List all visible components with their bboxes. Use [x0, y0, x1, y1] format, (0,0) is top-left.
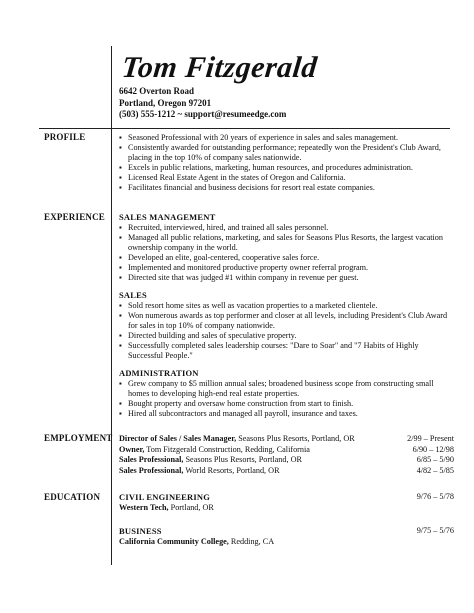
school: Western Tech, — [119, 502, 169, 512]
address-line-1: 6642 Overton Road — [119, 86, 194, 96]
list-item: ▪ Facilitates financial and business decisions for resort real estate companies. — [119, 183, 454, 193]
list-item: ▪ Consistently awarded for outstanding performance; repeatedly won the President's Club Award, placing in the top 10% of company sales nationwide. — [119, 143, 454, 163]
list-item: ▪ Successfully completed sales leadership courses: "Dare to Soar" and "7 Habits of Highly Successful People." — [119, 341, 454, 361]
applicant-name: Tom Fitzgerald — [120, 51, 319, 84]
degree: BUSINESS — [119, 526, 162, 536]
education-degree-row — [119, 526, 454, 537]
employment-row — [119, 434, 454, 445]
contact-block — [119, 86, 286, 121]
employment-row — [119, 466, 454, 477]
employment-row — [119, 445, 454, 456]
subsection-title: SALES — [119, 290, 147, 300]
list-item: ▪ Bought property and oversaw home construction from start to finish. — [119, 399, 454, 409]
job-org: World Resorts, Portland, OR — [183, 465, 280, 475]
job-org: Seasons Plus Resorts, Portland, OR — [183, 455, 302, 464]
profile-heading: PROFILE — [44, 132, 86, 142]
list-item: ▪ Seasoned Professional with 20 years of experience in sales and sales management. — [119, 133, 454, 143]
education-school-row — [119, 503, 454, 514]
job-dates: 6/85 – 5/90 — [416, 455, 454, 464]
subsection-title: ADMINISTRATION — [119, 368, 199, 378]
employment-section — [119, 434, 454, 476]
experience-section — [119, 212, 454, 419]
degree: CIVIL ENGINEERING — [119, 492, 211, 502]
job-org: Tom Fitzgerald Construction, Redding, California — [144, 444, 310, 454]
sales-management-list — [119, 223, 454, 283]
job-title: Sales Professional, — [119, 455, 184, 464]
list-item: ▪ Grew company to $5 million annual sales; broadened business scope from constructing small homes to developing high-end real estate properties. — [119, 379, 454, 399]
phone-email: (503) 555-1212 ~ support@resumeedge.com — [119, 109, 287, 119]
employment-row — [119, 455, 454, 466]
profile-list — [119, 133, 454, 193]
list-item: ▪ Implemented and monitored productive property owner referral program. — [119, 263, 454, 273]
job-title: Owner, — [119, 444, 145, 454]
list-item: ▪ Excels in public relations, marketing, human resources, and procedures administration. — [119, 163, 454, 173]
list-item: ▪ Recruited, interviewed, hired, and trained all sales personnel. — [119, 223, 454, 233]
administration-list — [119, 379, 454, 419]
school-place: Redding, CA — [228, 536, 275, 546]
job-dates: 6/90 – 12/98 — [412, 444, 454, 454]
vertical-rule — [111, 46, 112, 565]
school-place: Portland, OR — [168, 502, 214, 512]
list-item: ▪ Managed all public relations, marketing, and sales for Seasons Plus Resorts, the largest vacation ownership company in the world. — [119, 233, 454, 253]
list-item: ▪ Won numerous awards as top performer and closer at all levels, including President's Club Award for sales in top 10% of company nationwide. — [119, 311, 454, 331]
education-heading: EDUCATION — [44, 492, 101, 502]
education-section — [119, 492, 454, 547]
employment-heading: EMPLOYMENT — [44, 433, 113, 443]
job-org: Seasons Plus Resorts, Portland, OR — [236, 434, 355, 443]
list-item: ▪ Sold resort home sites as well as vacation properties to a marketed clientele. — [119, 301, 454, 311]
education-school-row — [119, 537, 454, 548]
job-title: Sales Professional, — [119, 465, 184, 475]
list-item: ▪ Directed site that was judged #1 within company in revenue per guest. — [119, 273, 454, 283]
list-item: ▪ Licensed Real Estate Agent in the states of Oregon and California. — [119, 173, 454, 183]
job-dates: 2/99 – Present — [407, 434, 454, 443]
address-line-2: Portland, Oregon 97201 — [119, 97, 212, 108]
list-item: ▪ Directed building and sales of speculative property. — [119, 331, 454, 341]
education-degree-row — [119, 492, 454, 503]
experience-heading: EXPERIENCE — [44, 212, 106, 222]
job-dates: 4/82 – 5/85 — [416, 465, 454, 475]
list-item: ▪ Developed an elite, goal-centered, cooperative sales force. — [119, 253, 454, 263]
education-dates: 9/75 – 5/76 — [416, 526, 454, 535]
profile-section — [119, 133, 454, 193]
subsection-title: SALES MANAGEMENT — [119, 212, 216, 222]
job-title: Director of Sales / Sales Manager, — [119, 434, 237, 443]
sales-list — [119, 301, 454, 361]
school: California Community College, — [119, 536, 229, 546]
horizontal-rule — [39, 128, 450, 129]
list-item: ▪ Hired all subcontractors and managed all payroll, insurance and taxes. — [119, 409, 454, 419]
education-dates: 9/76 – 5/78 — [416, 492, 454, 501]
